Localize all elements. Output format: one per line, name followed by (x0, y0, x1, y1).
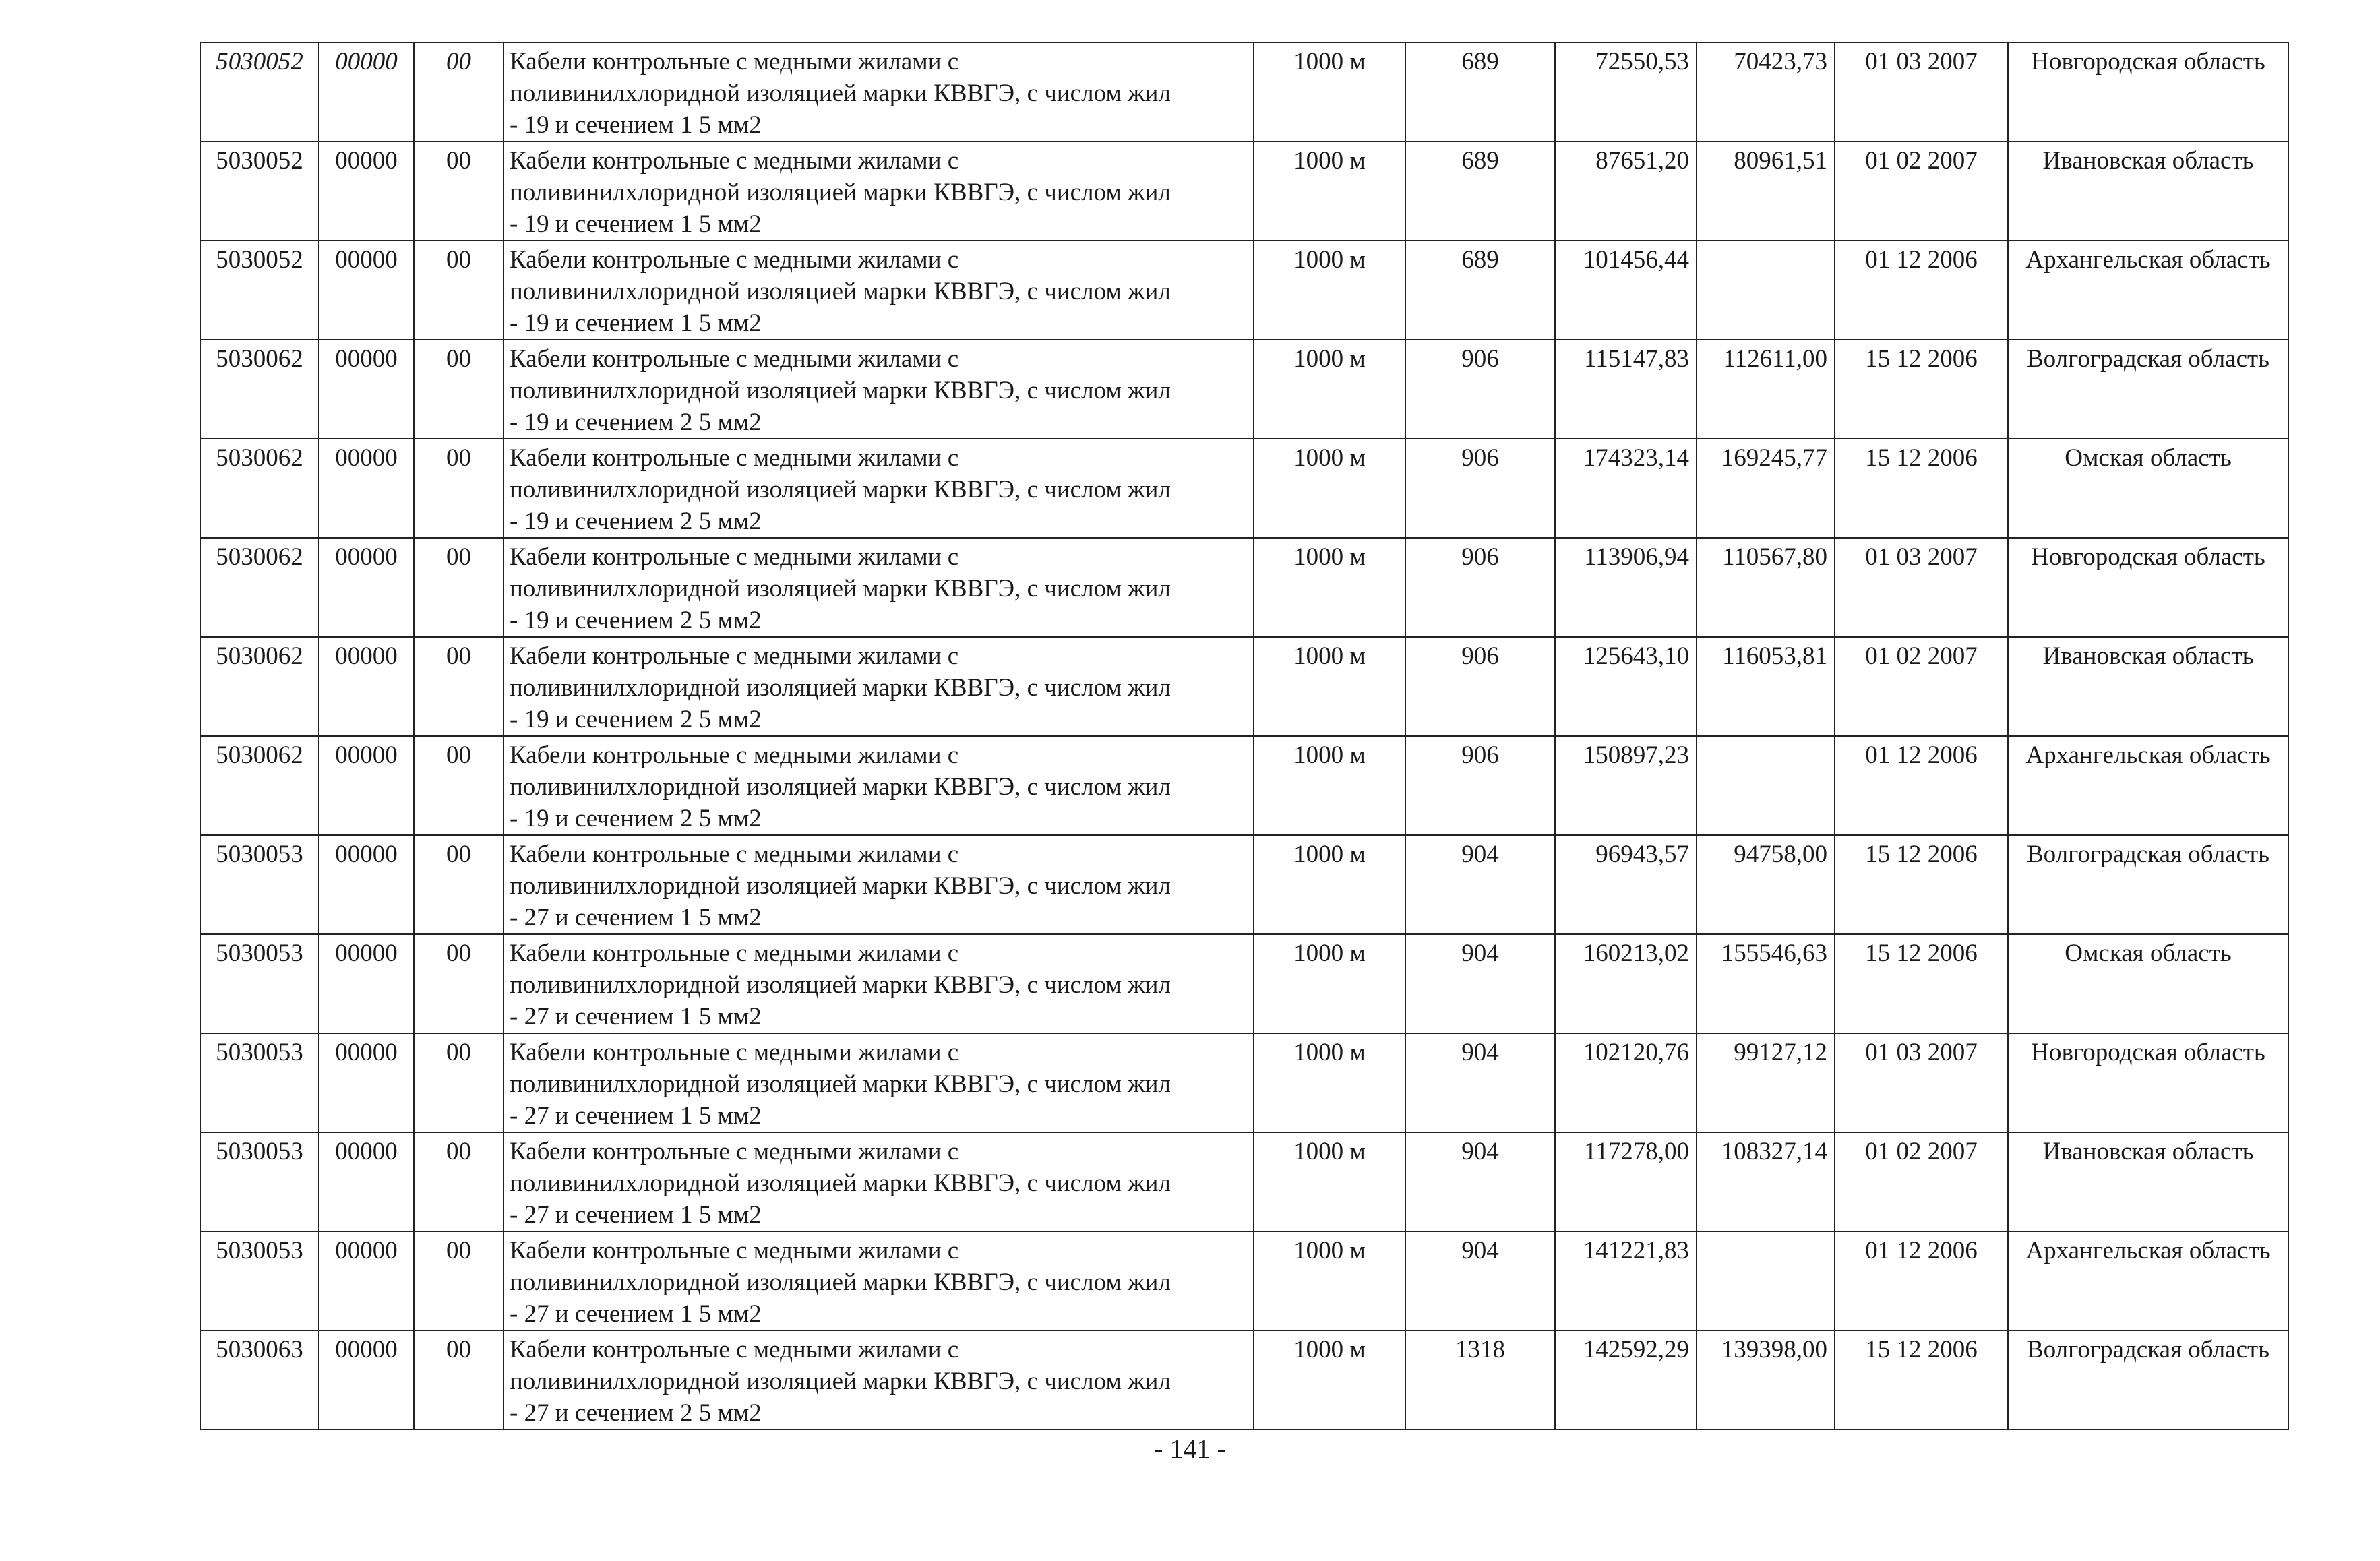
table-row (200, 340, 2288, 439)
region-text: Волгоградская область (2026, 345, 2270, 373)
region-text: Архангельская область (2025, 246, 2271, 274)
region-cell (2008, 538, 2288, 637)
description-line: - 19 и сечением 1 5 мм2 (510, 111, 762, 139)
code-cell: 5030052 (200, 42, 319, 142)
subcode-cell: 00000 (319, 1033, 414, 1132)
price-cell: 142592,29 (1555, 1330, 1697, 1430)
date-cell: 01 02 2007 (1835, 1132, 2008, 1231)
ext-code-cell: 00 (414, 538, 504, 637)
code-cell: 5030053 (200, 934, 319, 1033)
subcode-cell: 00000 (319, 42, 414, 142)
code-cell: 5030053 (200, 835, 319, 934)
region-text: Омская область (2065, 940, 2232, 967)
region-cell (2008, 736, 2288, 835)
subcode-cell: 00000 (319, 637, 414, 736)
description-line: - 19 и сечением 2 5 мм2 (510, 508, 762, 535)
date-cell: 01 03 2007 (1835, 42, 2008, 142)
date-cell: 01 12 2006 (1835, 241, 2008, 340)
price-alt-cell: 139398,00 (1697, 1330, 1835, 1430)
region-text: Омская область (2065, 444, 2232, 472)
description-line: Кабели контрольные с медными жилами с (510, 1039, 959, 1066)
description-line: поливинилхлоридной изоляцией марки КВВГЭ, с числом жил (510, 971, 1171, 999)
date-cell: 01 02 2007 (1835, 637, 2008, 736)
price-cell: 160213,02 (1555, 934, 1697, 1033)
code-cell: 5030062 (200, 736, 319, 835)
code-cell: 5030062 (200, 637, 319, 736)
quantity-cell: 904 (1405, 1132, 1555, 1231)
code-cell: 5030053 (200, 1231, 319, 1330)
description-line: - 27 и сечением 1 5 мм2 (510, 1003, 762, 1031)
price-alt-cell (1697, 241, 1835, 340)
unit-cell: 1000 м (1254, 1330, 1405, 1430)
table-row (200, 1033, 2288, 1132)
price-cell: 150897,23 (1555, 736, 1697, 835)
description-line: поливинилхлоридной изоляцией марки КВВГЭ, с числом жил (510, 674, 1171, 702)
unit-cell: 1000 м (1254, 835, 1405, 934)
price-cell: 117278,00 (1555, 1132, 1697, 1231)
description-line: поливинилхлоридной изоляцией марки КВВГЭ, с числом жил (510, 377, 1171, 404)
quantity-cell: 689 (1405, 42, 1555, 142)
subcode-cell: 00000 (319, 736, 414, 835)
ext-code-cell: 00 (414, 736, 504, 835)
quantity-cell: 904 (1405, 1231, 1555, 1330)
price-cell: 115147,83 (1555, 340, 1697, 439)
table-row (200, 142, 2288, 241)
price-cell: 101456,44 (1555, 241, 1697, 340)
region-text: Волгоградская область (2026, 1336, 2270, 1364)
price-alt-cell: 80961,51 (1697, 142, 1835, 241)
description-cell (504, 241, 1254, 340)
description-line: поливинилхлоридной изоляцией марки КВВГЭ, с числом жил (510, 1070, 1171, 1098)
quantity-cell: 906 (1405, 538, 1555, 637)
code-cell: 5030053 (200, 1033, 319, 1132)
description-line: поливинилхлоридной изоляцией марки КВВГЭ, с числом жил (510, 773, 1171, 801)
ext-code-cell: 00 (414, 42, 504, 142)
unit-cell: 1000 м (1254, 1033, 1405, 1132)
date-cell: 15 12 2006 (1835, 340, 2008, 439)
date-cell: 01 12 2006 (1835, 1231, 2008, 1330)
unit-cell: 1000 м (1254, 637, 1405, 736)
description-line: Кабели контрольные с медными жилами с (510, 1336, 959, 1364)
description-line: - 19 и сечением 2 5 мм2 (510, 408, 762, 436)
description-line: Кабели контрольные с медными жилами с (510, 840, 959, 868)
subcode-cell: 00000 (319, 340, 414, 439)
code-cell: 5030052 (200, 241, 319, 340)
region-cell (2008, 241, 2288, 340)
quantity-cell: 1318 (1405, 1330, 1555, 1430)
description-cell (504, 736, 1254, 835)
code-cell: 5030053 (200, 1132, 319, 1231)
code-cell: 5030052 (200, 142, 319, 241)
description-line: поливинилхлоридной изоляцией марки КВВГЭ, с числом жил (510, 278, 1171, 305)
region-cell (2008, 1231, 2288, 1330)
description-line: поливинилхлоридной изоляцией марки КВВГЭ, с числом жил (510, 1169, 1171, 1197)
price-cell: 113906,94 (1555, 538, 1697, 637)
price-alt-cell (1697, 736, 1835, 835)
ext-code-cell: 00 (414, 1033, 504, 1132)
description-line: Кабели контрольные с медными жилами с (510, 444, 959, 472)
description-line: Кабели контрольные с медными жилами с (510, 1138, 959, 1165)
description-cell (504, 1330, 1254, 1430)
price-alt-cell: 155546,63 (1697, 934, 1835, 1033)
price-alt-cell: 110567,80 (1697, 538, 1835, 637)
description-line: Кабели контрольные с медными жилами с (510, 741, 959, 769)
price-alt-cell: 116053,81 (1697, 637, 1835, 736)
description-cell (504, 538, 1254, 637)
region-cell (2008, 934, 2288, 1033)
description-line: Кабели контрольные с медными жилами с (510, 48, 959, 75)
description-cell (504, 637, 1254, 736)
description-line: Кабели контрольные с медными жилами с (510, 940, 959, 967)
price-alt-cell: 70423,73 (1697, 42, 1835, 142)
code-cell: 5030062 (200, 340, 319, 439)
region-text: Ивановская область (2042, 147, 2254, 175)
region-cell (2008, 42, 2288, 142)
unit-cell: 1000 м (1254, 736, 1405, 835)
region-cell (2008, 835, 2288, 934)
description-cell (504, 439, 1254, 538)
description-line: - 27 и сечением 1 5 мм2 (510, 904, 762, 931)
ext-code-cell: 00 (414, 241, 504, 340)
description-cell (504, 1033, 1254, 1132)
description-line: - 19 и сечением 2 5 мм2 (510, 706, 762, 733)
description-line: Кабели контрольные с медными жилами с (510, 642, 959, 670)
table-row (200, 42, 2288, 142)
quantity-cell: 906 (1405, 736, 1555, 835)
quantity-cell: 904 (1405, 835, 1555, 934)
subcode-cell: 00000 (319, 934, 414, 1033)
date-cell: 15 12 2006 (1835, 835, 2008, 934)
description-line: - 19 и сечением 1 5 мм2 (510, 309, 762, 337)
description-line: поливинилхлоридной изоляцией марки КВВГЭ, с числом жил (510, 1268, 1171, 1296)
quantity-cell: 906 (1405, 439, 1555, 538)
description-cell (504, 142, 1254, 241)
date-cell: 01 03 2007 (1835, 538, 2008, 637)
description-cell (504, 340, 1254, 439)
unit-cell: 1000 м (1254, 538, 1405, 637)
description-line: поливинилхлоридной изоляцией марки КВВГЭ, с числом жил (510, 80, 1171, 107)
description-line: - 27 и сечением 2 5 мм2 (510, 1399, 762, 1427)
page-number: - 141 - (1154, 1434, 1226, 1464)
description-line: поливинилхлоридной изоляцией марки КВВГЭ, с числом жил (510, 1368, 1171, 1395)
unit-cell: 1000 м (1254, 1132, 1405, 1231)
region-text: Архангельская область (2025, 1237, 2271, 1264)
quantity-cell: 906 (1405, 340, 1555, 439)
subcode-cell: 00000 (319, 142, 414, 241)
unit-cell: 1000 м (1254, 42, 1405, 142)
date-cell: 01 03 2007 (1835, 1033, 2008, 1132)
description-cell (504, 1132, 1254, 1231)
description-line: Кабели контрольные с медными жилами с (510, 246, 959, 274)
table-row (200, 241, 2288, 340)
table-row (200, 835, 2288, 934)
region-cell (2008, 142, 2288, 241)
quantity-cell: 689 (1405, 142, 1555, 241)
date-cell: 15 12 2006 (1835, 439, 2008, 538)
unit-cell: 1000 м (1254, 1231, 1405, 1330)
subcode-cell: 00000 (319, 241, 414, 340)
subcode-cell: 00000 (319, 1231, 414, 1330)
table-row (200, 736, 2288, 835)
price-cell: 141221,83 (1555, 1231, 1697, 1330)
ext-code-cell: 00 (414, 1330, 504, 1430)
table-row (200, 538, 2288, 637)
description-line: поливинилхлоридной изоляцией марки КВВГЭ, с числом жил (510, 179, 1171, 206)
description-line: - 27 и сечением 1 5 мм2 (510, 1102, 762, 1130)
description-cell (504, 1231, 1254, 1330)
description-line: - 27 и сечением 1 5 мм2 (510, 1300, 762, 1328)
description-cell (504, 42, 1254, 142)
subcode-cell: 00000 (319, 835, 414, 934)
table-row (200, 1330, 2288, 1430)
ext-code-cell: 00 (414, 439, 504, 538)
table-row (200, 1231, 2288, 1330)
price-cell: 102120,76 (1555, 1033, 1697, 1132)
subcode-cell: 00000 (319, 1330, 414, 1430)
ext-code-cell: 00 (414, 340, 504, 439)
ext-code-cell: 00 (414, 637, 504, 736)
quantity-cell: 906 (1405, 637, 1555, 736)
region-cell (2008, 1033, 2288, 1132)
description-line: Кабели контрольные с медными жилами с (510, 1237, 959, 1264)
price-alt-cell: 169245,77 (1697, 439, 1835, 538)
subcode-cell: 00000 (319, 538, 414, 637)
date-cell: 15 12 2006 (1835, 1330, 2008, 1430)
description-line: Кабели контрольные с медными жилами с (510, 543, 959, 571)
price-alt-cell (1697, 1231, 1835, 1330)
region-text: Волгоградская область (2026, 840, 2270, 868)
price-alt-cell: 108327,14 (1697, 1132, 1835, 1231)
unit-cell: 1000 м (1254, 142, 1405, 241)
ext-code-cell: 00 (414, 835, 504, 934)
region-cell (2008, 439, 2288, 538)
table-row (200, 1132, 2288, 1231)
region-cell (2008, 1132, 2288, 1231)
region-text: Новгородская область (2031, 1039, 2265, 1066)
region-cell (2008, 340, 2288, 439)
region-text: Ивановская область (2042, 1138, 2254, 1165)
description-line: Кабели контрольные с медными жилами с (510, 345, 959, 373)
code-cell: 5030062 (200, 538, 319, 637)
price-cell: 174323,14 (1555, 439, 1697, 538)
price-alt-cell: 94758,00 (1697, 835, 1835, 934)
description-cell (504, 835, 1254, 934)
region-text: Новгородская область (2031, 543, 2265, 571)
table-body (200, 42, 2288, 1430)
price-cell: 72550,53 (1555, 42, 1697, 142)
description-line: Кабели контрольные с медными жилами с (510, 147, 959, 175)
region-cell (2008, 1330, 2288, 1430)
region-text: Новгородская область (2031, 48, 2265, 75)
table-row (200, 637, 2288, 736)
description-line: - 19 и сечением 1 5 мм2 (510, 210, 762, 238)
description-cell (504, 934, 1254, 1033)
description-line: - 27 и сечением 1 5 мм2 (510, 1201, 762, 1229)
quantity-cell: 689 (1405, 241, 1555, 340)
price-table (200, 42, 2289, 1430)
price-cell: 87651,20 (1555, 142, 1697, 241)
subcode-cell: 00000 (319, 1132, 414, 1231)
date-cell: 01 12 2006 (1835, 736, 2008, 835)
price-cell: 125643,10 (1555, 637, 1697, 736)
description-line: - 19 и сечением 2 5 мм2 (510, 805, 762, 832)
code-cell: 5030063 (200, 1330, 319, 1430)
ext-code-cell: 00 (414, 934, 504, 1033)
description-line: поливинилхлоридной изоляцией марки КВВГЭ, с числом жил (510, 872, 1171, 900)
unit-cell: 1000 м (1254, 241, 1405, 340)
quantity-cell: 904 (1405, 934, 1555, 1033)
unit-cell: 1000 м (1254, 439, 1405, 538)
unit-cell: 1000 м (1254, 934, 1405, 1033)
code-cell: 5030062 (200, 439, 319, 538)
region-cell (2008, 637, 2288, 736)
ext-code-cell: 00 (414, 1132, 504, 1231)
description-line: - 19 и сечением 2 5 мм2 (510, 607, 762, 634)
table-row (200, 439, 2288, 538)
subcode-cell: 00000 (319, 439, 414, 538)
price-alt-cell: 112611,00 (1697, 340, 1835, 439)
region-text: Архангельская область (2025, 741, 2271, 769)
date-cell: 15 12 2006 (1835, 934, 2008, 1033)
price-cell: 96943,57 (1555, 835, 1697, 934)
region-text: Ивановская область (2042, 642, 2254, 670)
unit-cell: 1000 м (1254, 340, 1405, 439)
description-line: поливинилхлоридной изоляцией марки КВВГЭ, с числом жил (510, 476, 1171, 503)
description-line: поливинилхлоридной изоляцией марки КВВГЭ, с числом жил (510, 575, 1171, 603)
table-row (200, 934, 2288, 1033)
date-cell: 01 02 2007 (1835, 142, 2008, 241)
quantity-cell: 904 (1405, 1033, 1555, 1132)
price-alt-cell: 99127,12 (1697, 1033, 1835, 1132)
ext-code-cell: 00 (414, 1231, 504, 1330)
ext-code-cell: 00 (414, 142, 504, 241)
